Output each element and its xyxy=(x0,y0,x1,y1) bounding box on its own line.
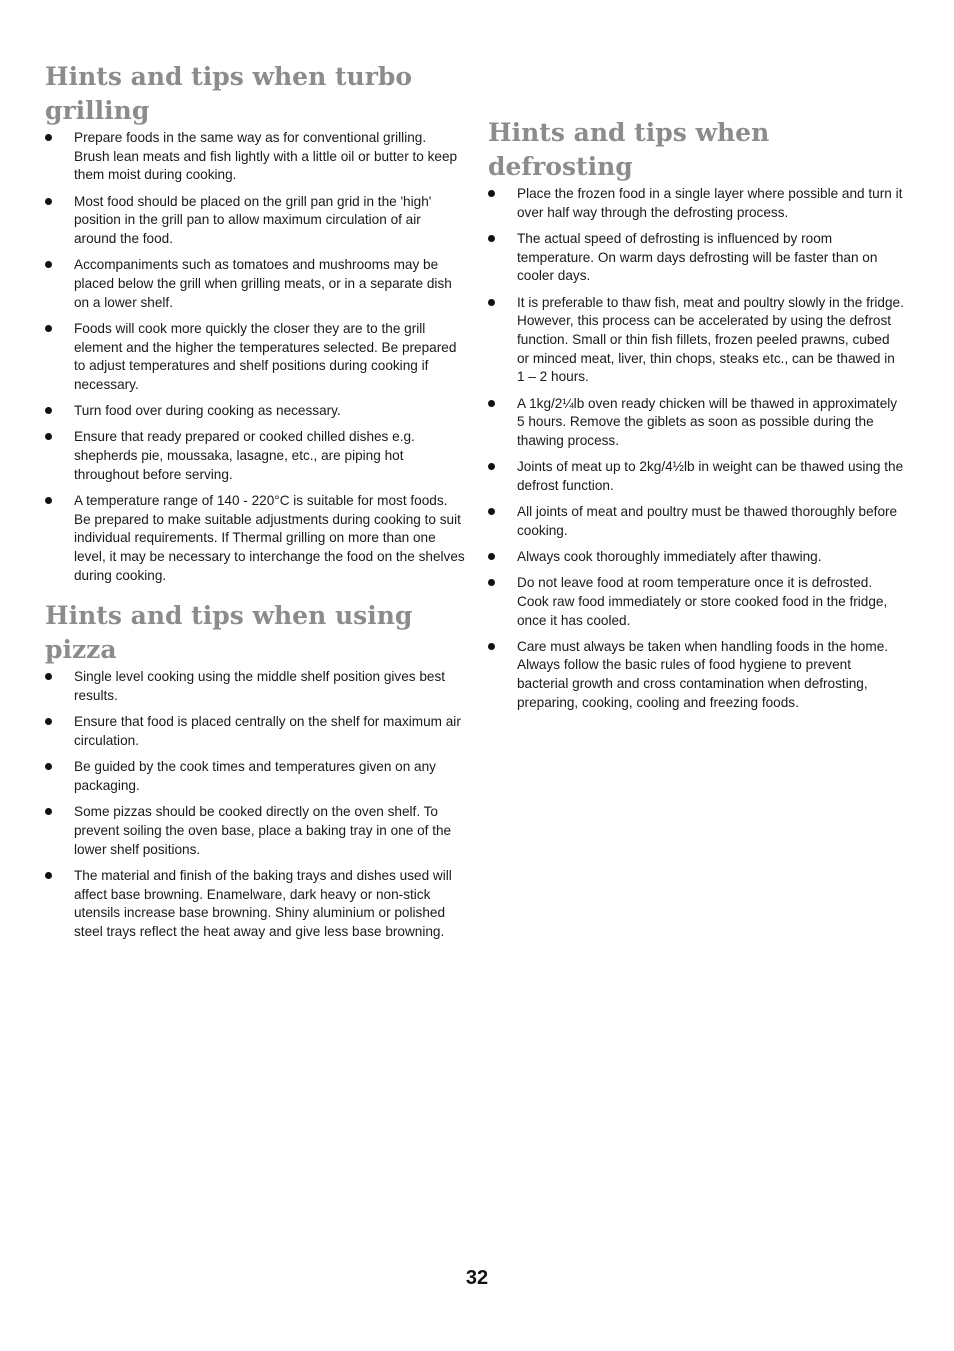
defrosting-heading: Hints and tips when defrosting xyxy=(488,118,770,181)
list-item xyxy=(45,256,465,312)
list-item-text: All joints of meat and poultry must be thawed thoroughly before cooking. xyxy=(517,504,898,538)
list-item xyxy=(488,638,904,713)
bullet-icon xyxy=(45,134,52,141)
turbo-grilling-list xyxy=(45,129,465,585)
list-item-text: A 1kg/2¼lb oven ready chicken will be thawed in approximately 5 hours. Remove the giblets as soon as possible during the thawing process. xyxy=(517,395,898,448)
list-item xyxy=(488,185,904,222)
list-item xyxy=(45,428,465,484)
bullet-icon xyxy=(488,508,495,515)
list-item-text: The material and finish of the baking trays and dishes used will affect base browning. Enamelware, dark heavy or non-stick utensils increase base browning. Shiny aluminium or polished steel trays reflect the heat away and give less base browning. xyxy=(74,867,452,939)
bullet-icon xyxy=(488,463,495,470)
list-item-text: Place the frozen food in a single layer where possible and turn it over half way through the defrosting process. xyxy=(517,186,903,220)
list-item-text: Do not leave food at room temperature once it is defrosted. Cook raw food immediately or store cooked food in the fridge, once it has cooled. xyxy=(517,575,888,628)
bullet-icon xyxy=(488,299,495,306)
list-item-text: A temperature range of 140 - 220°C is suitable for most foods. Be prepared to make suitable adjustments during cooking to suit individual requirements. If Thermal grilling on more than one level, it may be necessary to interchange the food on the shelves during cooking. xyxy=(74,492,465,583)
bullet-icon xyxy=(45,808,52,815)
list-item xyxy=(488,294,904,388)
list-item-text: Always cook thoroughly immediately after thawing. xyxy=(517,548,822,564)
right-column xyxy=(488,0,904,720)
turbo-grilling-heading: Hints and tips when turbo grilling xyxy=(45,62,413,125)
pizza-list xyxy=(45,668,465,941)
bullet-icon xyxy=(45,718,52,725)
list-item-text: Some pizzas should be cooked directly on the oven shelf. To prevent soiling the oven base, place a baking tray in one of the lower shelf positions. xyxy=(74,804,452,857)
bullet-icon xyxy=(45,673,52,680)
list-item xyxy=(45,492,465,586)
list-item-text: Joints of meat up to 2kg/4½lb in weight can be thawed using the defrost function. xyxy=(517,459,904,493)
left-column xyxy=(45,0,465,949)
list-item xyxy=(45,668,465,705)
list-item xyxy=(488,230,904,286)
bullet-icon xyxy=(488,553,495,560)
bullet-icon xyxy=(45,497,52,504)
list-item-text: Ensure that ready prepared or cooked chilled dishes e.g. shepherds pie, moussaka, lasagne, etc., are piping hot throughout before serving. xyxy=(74,429,415,482)
bullet-icon xyxy=(488,643,495,650)
bullet-icon xyxy=(45,433,52,440)
pizza-heading: Hints and tips when using pizza xyxy=(45,601,413,665)
list-item xyxy=(45,867,465,942)
list-item-text: Single level cooking using the middle shelf position gives best results. xyxy=(74,669,446,704)
bullet-icon xyxy=(45,198,52,205)
list-item-text: Foods will cook more quickly the closer they are to the grill element and the higher the temperatures selected. Be prepared to adjust temperatures and shelf positions during cooking if necessary. xyxy=(74,320,457,392)
bullet-icon xyxy=(45,261,52,268)
list-item-text: Turn food over during cooking as necessary. xyxy=(74,403,341,419)
bullet-icon xyxy=(488,400,495,407)
list-item-text: Most food should be placed on the grill pan grid in the 'high' position in the grill pan to allow maximum circulation of air around the food. xyxy=(74,193,432,247)
list-item xyxy=(45,803,465,859)
list-item xyxy=(45,129,465,185)
defrosting-list xyxy=(488,185,904,713)
pizza-section xyxy=(45,599,465,941)
bullet-icon xyxy=(488,235,495,242)
list-item xyxy=(488,458,904,495)
page-number: 32 xyxy=(465,1267,489,1289)
list-item-text: Accompaniments such as tomatoes and mushrooms may be placed below the grill when grilling meats, or in a separate dish on a lower shelf. xyxy=(74,257,452,310)
list-item xyxy=(45,402,465,421)
list-item xyxy=(45,320,465,395)
list-item-text: The actual speed of defrosting is influenced by room temperature. On warm days defrosting will be faster than on cooler days. xyxy=(517,230,878,284)
list-item-text: Care must always be taken when handling foods in the home. Always follow the basic rules of food hygiene to prevent bacterial growth and cross contamination when defrosting, preparing, cooking, cooling and freezing foods. xyxy=(517,638,889,710)
list-item-text: Ensure that food is placed centrally on the shelf for maximum air circulation. xyxy=(74,714,461,749)
bullet-icon xyxy=(488,190,495,197)
bullet-icon xyxy=(45,325,52,332)
bullet-icon xyxy=(488,579,495,586)
bullet-icon xyxy=(45,407,52,414)
list-item xyxy=(45,713,465,750)
list-item xyxy=(488,574,904,630)
list-item-text: Prepare foods in the same way as for conventional grilling. Brush lean meats and fish lightly with a little oil or butter to keep them moist during cooking. xyxy=(74,130,458,183)
list-item xyxy=(488,503,904,540)
list-item-text: Be guided by the cook times and temperatures given on any packaging. xyxy=(74,759,436,793)
list-item xyxy=(488,548,904,567)
list-item xyxy=(45,758,465,795)
bullet-icon xyxy=(45,763,52,770)
list-item xyxy=(488,395,904,451)
bullet-icon xyxy=(45,872,52,879)
turbo-grilling-section xyxy=(45,60,465,585)
list-item xyxy=(45,193,465,249)
list-item-text: It is preferable to thaw fish, meat and poultry slowly in the fridge. However, this process can be accelerated by using the defrost function. Small or thin fish fillets, frozen peeled prawns, cubed or minced meat, liver, thin chops, steaks etc., can be thawed in 1 – 2 hours. xyxy=(517,294,904,385)
defrosting-section xyxy=(488,116,904,713)
